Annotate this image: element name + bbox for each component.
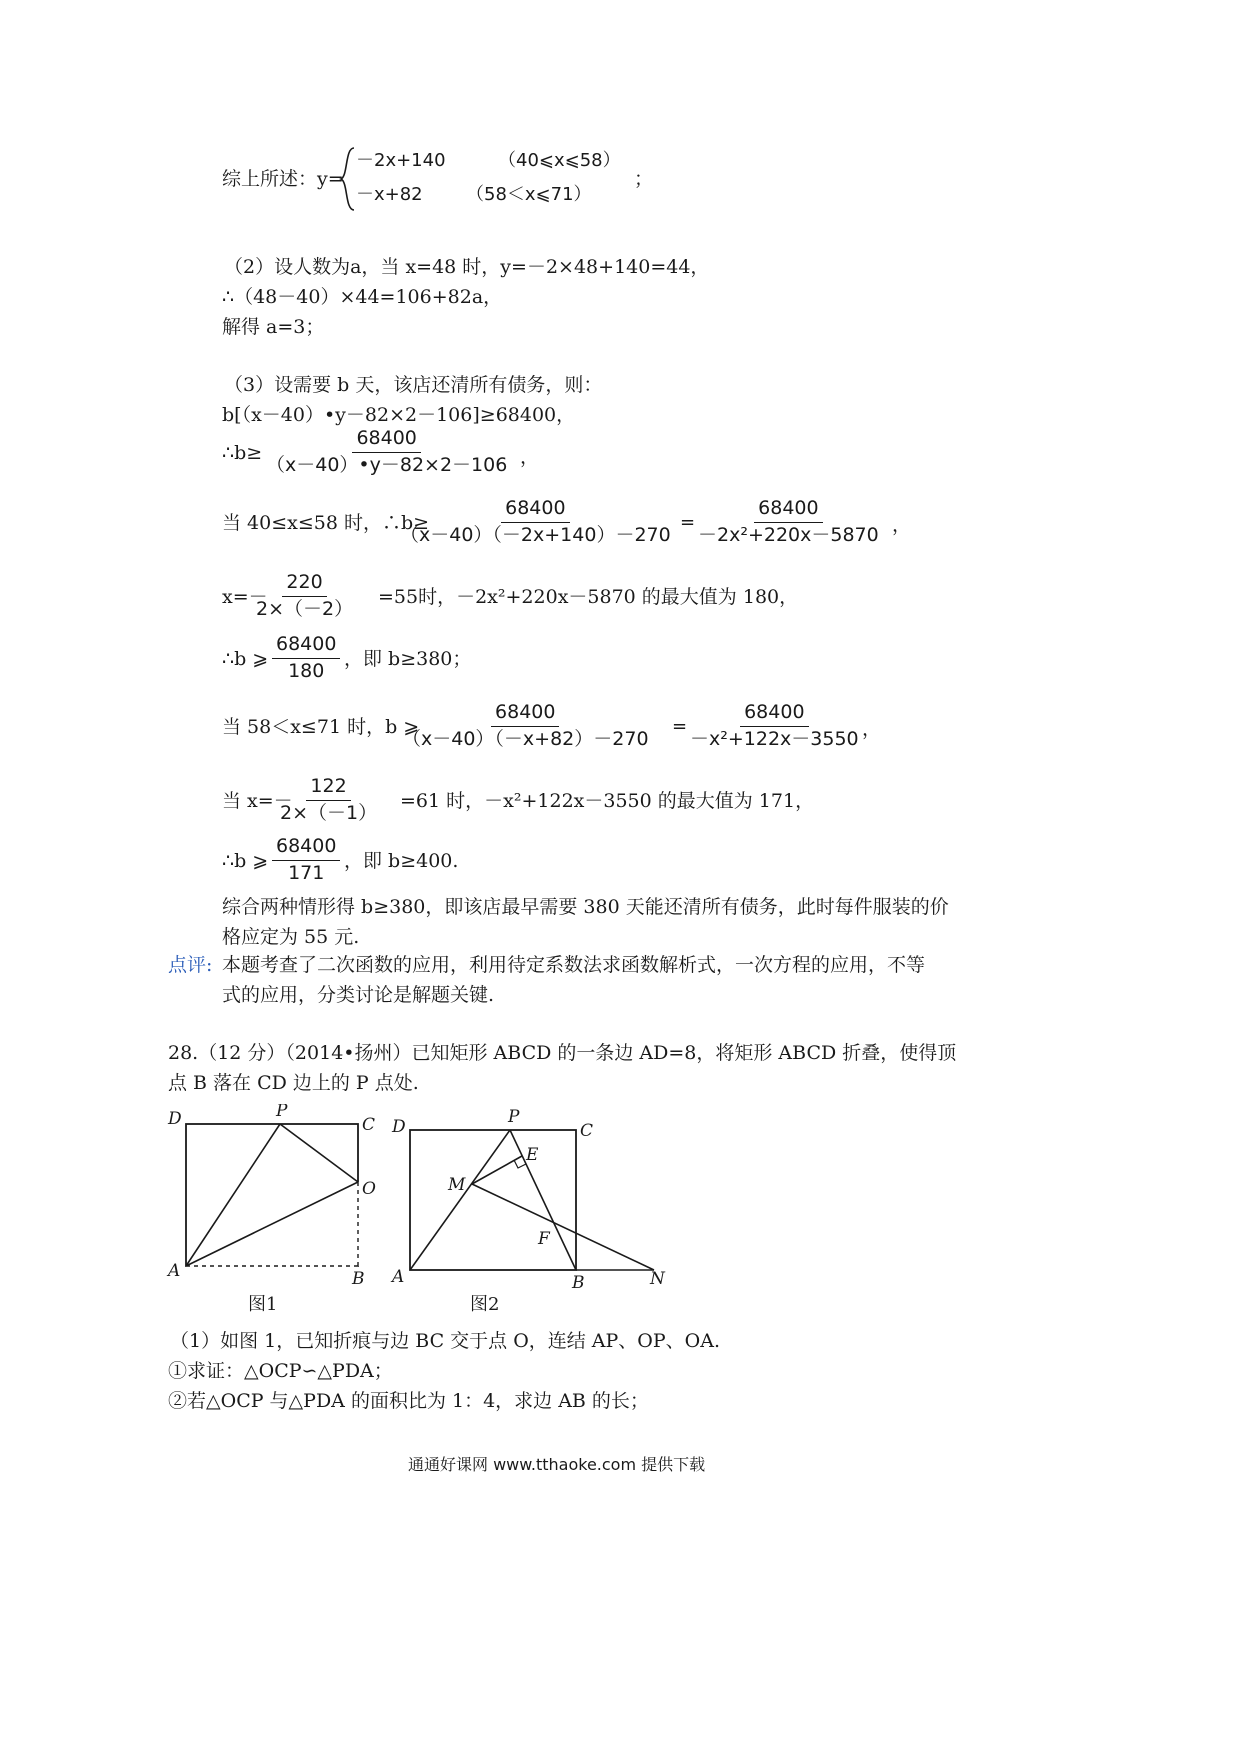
fraction-case2 bbox=[402, 702, 649, 751]
brace-icon bbox=[338, 146, 358, 212]
part3-result2-tail: ，即 b≥400. bbox=[344, 850, 459, 872]
fraction-result1 bbox=[272, 634, 340, 683]
remark-text-line1: 本题考查了二次函数的应用，利用待定系数法求函数解析式，一次方程的应用，不等 bbox=[222, 954, 926, 976]
fraction-numerator: 68400 bbox=[501, 498, 569, 523]
part3-case2-lead: 当 58＜x≤71 时，b ⩾ bbox=[222, 716, 420, 738]
fig1-label-a: A bbox=[168, 1261, 181, 1281]
fraction-b-general bbox=[266, 428, 507, 477]
fraction-denominator: 171 bbox=[288, 861, 325, 884]
remark-label: 点评: bbox=[168, 954, 213, 976]
part3-case2-tail: ， bbox=[862, 718, 882, 740]
fig2-label-b: B bbox=[572, 1273, 585, 1293]
fraction-numerator: 68400 bbox=[740, 702, 808, 727]
fraction-denominator: 2×（－2） bbox=[256, 597, 354, 620]
part3-result2-lead: ∴b ⩾ bbox=[222, 850, 269, 872]
part3-line1: （3）设需要 b 天，该店还清所有债务，则： bbox=[224, 374, 603, 396]
fraction-case2-simplified bbox=[690, 702, 859, 751]
fig1-label-o: O bbox=[362, 1179, 376, 1199]
fig2-label-n: N bbox=[650, 1269, 665, 1289]
fraction-denominator: （x－40）（－2x+140）－270 bbox=[400, 523, 671, 546]
part3-f1-tail: ， bbox=[520, 446, 540, 468]
fraction-case1 bbox=[400, 498, 671, 547]
part3-case1-eq: = bbox=[680, 512, 696, 533]
question-1b: ②若△OCP 与△PDA 的面积比为 1：4，求边 AB 的长； bbox=[168, 1390, 649, 1412]
fraction-denominator: －x²+122x－3550 bbox=[690, 727, 859, 750]
fraction-denominator: 180 bbox=[288, 659, 325, 682]
fig2-label-e: E bbox=[526, 1145, 539, 1165]
problem28-line2: 点 B 落在 CD 边上的 P 点处. bbox=[168, 1072, 419, 1094]
summary-suffix: ； bbox=[634, 168, 654, 190]
part3-conclusion-line1: 综合两种情形得 b≥380，即该店最早需要 380 天能还清所有债务，此时每件服装的价 bbox=[222, 896, 949, 918]
question-1a: ①求证：△OCP∽△PDA； bbox=[168, 1360, 393, 1382]
part3-case2-eq: = bbox=[672, 716, 688, 737]
summary-case1-cond: （40⩽x⩽58） bbox=[498, 150, 621, 171]
summary-case2-expr: －x+82 bbox=[356, 184, 423, 205]
fraction-numerator: 68400 bbox=[352, 428, 420, 453]
fraction-numerator: 220 bbox=[282, 572, 326, 597]
part2-line3: 解得 a=3； bbox=[222, 316, 325, 338]
part3-conclusion-line2: 格应定为 55 元. bbox=[222, 926, 360, 948]
part2-line2: ∴（48－40）×44=106+82a， bbox=[222, 286, 503, 308]
summary-prefix: 综上所述：y= bbox=[222, 168, 344, 190]
part3-vertex1-tail: =55时，－2x²+220x－5870 的最大值为 180， bbox=[378, 586, 799, 608]
part3-result1-lead: ∴b ⩾ bbox=[222, 648, 269, 670]
fig2-label-c: C bbox=[580, 1121, 594, 1141]
fraction-numerator: 68400 bbox=[272, 836, 340, 861]
summary-case1-expr: －2x+140 bbox=[356, 150, 446, 171]
fraction-denominator: （x－40）（－x+82）－270 bbox=[402, 727, 649, 750]
remark-text-line2: 式的应用，分类讨论是解题关键. bbox=[222, 984, 495, 1006]
fig2-label-p: P bbox=[508, 1107, 520, 1127]
part3-vertex1-lead: x=－ bbox=[222, 586, 268, 608]
part3-vertex2-lead: 当 x=－ bbox=[222, 790, 293, 812]
fig2-label-a: A bbox=[392, 1267, 405, 1287]
fig2-label-f: F bbox=[538, 1229, 550, 1249]
fraction-numerator: 68400 bbox=[272, 634, 340, 659]
fraction-denominator: －2x²+220x－5870 bbox=[698, 523, 879, 546]
figure-2-diagram bbox=[384, 1104, 704, 1334]
fig1-label-p: P bbox=[276, 1104, 288, 1121]
part3-vertex2-tail: =61 时，－x²+122x－3550 的最大值为 171， bbox=[400, 790, 815, 812]
fig2-label-m: M bbox=[448, 1175, 466, 1195]
fraction-vertex1 bbox=[256, 572, 353, 621]
footer-text: 通通好课网 www.tthaoke.com 提供下载 bbox=[408, 1455, 706, 1474]
part2-line1: （2）设人数为a，当 x=48 时，y=－2×48+140=44， bbox=[224, 256, 710, 278]
figure-1-caption: 图1 bbox=[248, 1294, 278, 1315]
fraction-numerator: 68400 bbox=[754, 498, 822, 523]
summary-case2-cond: （58＜x⩽71） bbox=[466, 184, 592, 205]
figure-2-caption: 图2 bbox=[470, 1294, 500, 1315]
fig2-label-d: D bbox=[392, 1117, 406, 1137]
part3-case1-tail: ， bbox=[892, 514, 912, 536]
fraction-case1-simplified bbox=[698, 498, 879, 547]
fraction-denominator: 2×（－1） bbox=[280, 801, 378, 824]
fraction-result2 bbox=[272, 836, 340, 885]
part3-f1-lead: ∴b≥ bbox=[222, 442, 263, 464]
fig1-label-d: D bbox=[168, 1109, 182, 1129]
fig1-label-c: C bbox=[362, 1115, 376, 1135]
fraction-numerator: 122 bbox=[306, 776, 350, 801]
part3-case1-lead: 当 40≤x≤58 时，∴b≥ bbox=[222, 512, 430, 534]
part3-result1-tail: ，即 b≥380； bbox=[344, 648, 472, 670]
fraction-numerator: 68400 bbox=[491, 702, 559, 727]
fraction-vertex2 bbox=[280, 776, 377, 825]
question-1: （1）如图 1，已知折痕与边 BC 交于点 O，连结 AP、OP、OA. bbox=[170, 1330, 721, 1352]
fig1-label-b: B bbox=[352, 1269, 365, 1289]
part3-line2: b[（x－40）•y－82×2－106]≥68400， bbox=[222, 404, 576, 426]
fraction-denominator: （x－40）•y－82×2－106 bbox=[266, 453, 508, 476]
problem28-line1: 28.（12 分）（2014•扬州）已知矩形 ABCD 的一条边 AD=8，将矩形 ABCD 折叠，使得顶 bbox=[168, 1042, 957, 1064]
